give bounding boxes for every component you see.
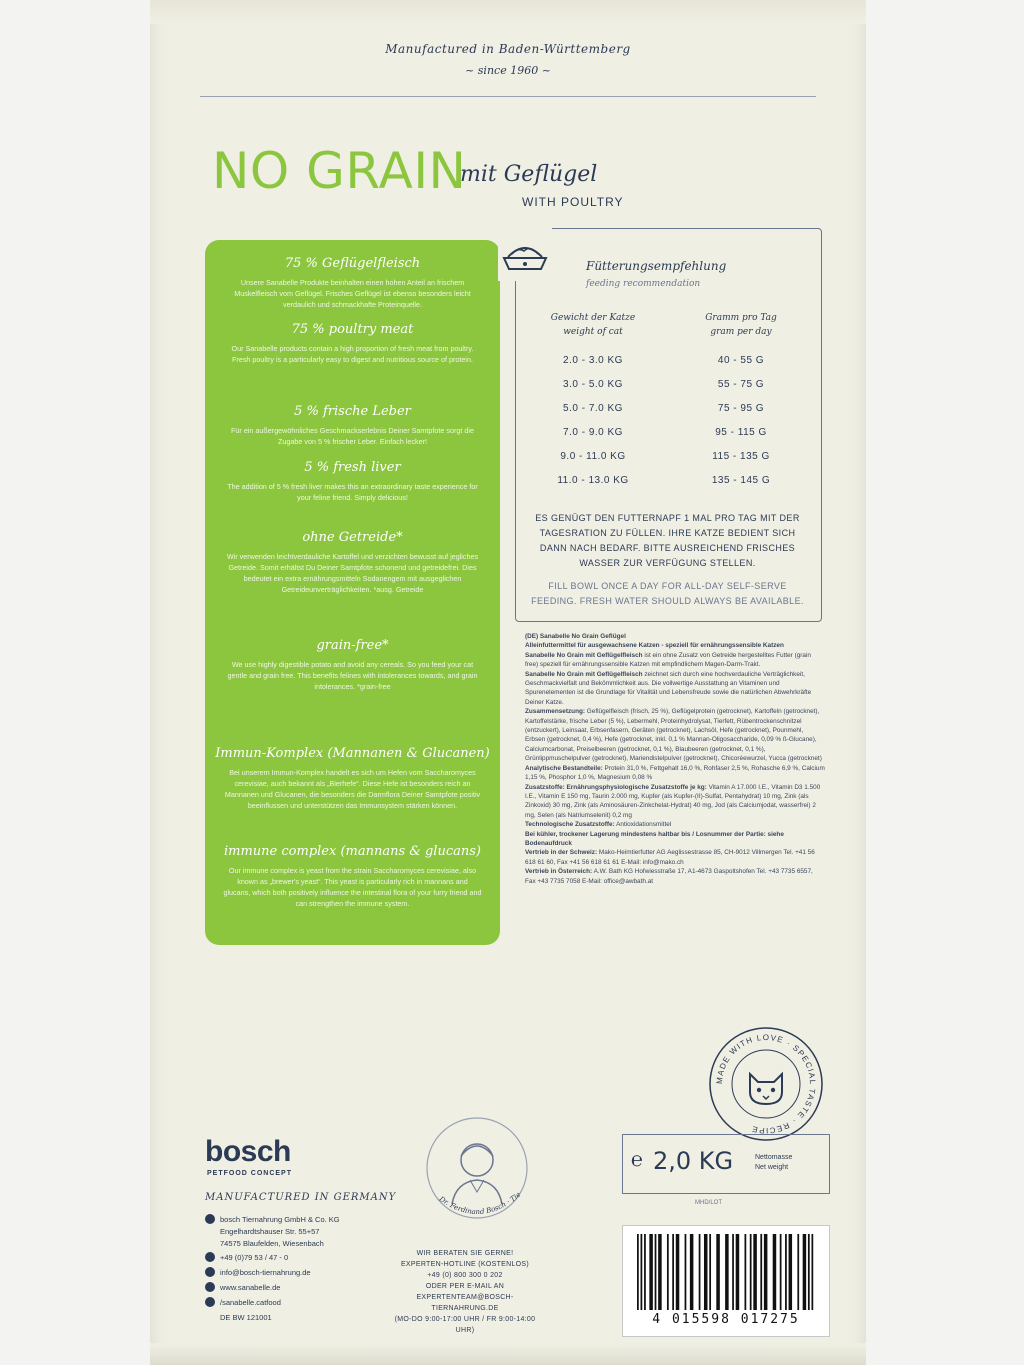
barcode-bar: [658, 1234, 662, 1310]
weight-header-de: Gewicht der Katze: [550, 313, 636, 323]
barcode-bar: [811, 1234, 813, 1310]
chef-portrait-seal: [412, 1108, 542, 1238]
benefit-heading: 75 % poultry meat: [291, 322, 414, 337]
barcode-bar: [637, 1234, 639, 1310]
barcode-bar: [789, 1234, 793, 1310]
barcode-bar: [676, 1234, 680, 1310]
feeding-recommendation-box: [515, 228, 822, 622]
bag-top-seam: [150, 0, 866, 24]
lot-field: MHD/LOT: [695, 1200, 722, 1206]
seal-text: Dr. Ferdinand Bosch · Tie: [437, 1190, 523, 1217]
weight-cell: 7.0 - 9.0 KG: [563, 427, 623, 438]
feeding-note-german: ES GENÜGT DEN FUTTERNAPF 1 MAL PRO TAG MIT DER TAGESRATION ZU FÜLLEN. IHRE KATZE BEDIENT SICH DANN NACH BEDARF. BITTE AUSREICHEND FRISCHES WASSER ZUR VERFÜGUNG STELLEN.: [535, 513, 800, 568]
declaration-line: Vertrieb in Österreich: A.W. Bath KG Hofwiesstraße 17, A1-4673 Gaspoltshofen Tel. +43 7735 6557, Fax +43 7735 7058 E-Mail: office@awbath.at: [525, 868, 813, 885]
barcode-bar: [704, 1234, 708, 1310]
cat-bowl-icon: [498, 227, 552, 281]
declaration-line: Sanabelle No Grain mit Geflügelfleisch zeichnet sich durch eine hochverdauliche Verträglichkeit, Geschmackvielfalt und Bekömmlichkeit aus. Die vollwertige Ausstattung an Vitaminen und Spurenelementen ist die Grundlage für Vitalität und Lebensfreude sowie die natürlichen Abwehrkräfte Deiner Katze.: [525, 670, 812, 706]
made-in-germany: MANUFACTURED IN GERMANY: [205, 1192, 397, 1203]
benefit-heading: Immun-Komplex (Mannanen & Glucanen): [215, 746, 490, 761]
contact-phone: +49 (0)79 53 / 47 - 0: [205, 1252, 445, 1264]
product-title: NO GRAIN: [212, 142, 467, 200]
benefit-item: [205, 844, 500, 909]
barcode-bar: [797, 1234, 799, 1310]
barcode-bar: [672, 1234, 674, 1310]
benefit-item: [205, 256, 500, 310]
weight-cell: 2.0 - 3.0 KG: [563, 355, 623, 366]
barcode-bar: [699, 1234, 701, 1310]
benefit-heading: grain-free*: [316, 638, 389, 653]
barcode-bar: [760, 1234, 762, 1310]
grams-cell: 75 - 95 G: [717, 403, 765, 414]
barcode-bar: [785, 1234, 787, 1310]
net-weight-label: Nettomasse Net weight: [755, 1154, 793, 1171]
cat-face-icon: [750, 1074, 782, 1104]
contact-website[interactable]: www.sanabelle.de: [205, 1282, 445, 1294]
barcode-bar: [667, 1234, 669, 1310]
barcode-bar: [750, 1234, 752, 1310]
grams-cell: 40 - 55 G: [717, 355, 765, 366]
barcode-bar: [641, 1234, 643, 1310]
mail-icon: [205, 1267, 215, 1277]
location-icon: [205, 1214, 215, 1224]
declaration-line: Zusammensetzung: Geflügelfleisch (frisch, 25 %), Geflügelprotein (getrocknet), Kartoffeln (getrocknet), Kartoffelstärke, frische Leber (5 %), Lebermehl, Proteinhydrolysat, Tierfett, Rübentrockenschnitzel (entzuckert), Leinsaat, Erbsenfasern, Geräten (getrocknet), Lachsöl, Hefe (getrocknet), Pounmehl, Erbsen (getrocknet, 0,4 %), Hefe (getrocknet, inkl. 0,1 % Mannan-Oligosaccharide, 0,09 % ß-Glucane), Calciumcarbonat, Preiselbeeren (getrocknet, 0,1 %), Blaubeeren (getrocknet, 0,1 %), Grünlippmuschelpulver (getrocknet), Mariendistelpulver (getrocknet), Chicoréewurzel, Yucca (getrocknet): [525, 708, 822, 763]
benefit-heading: 5 % fresh liver: [304, 460, 401, 475]
legal-declaration: [525, 632, 825, 886]
barcode-bar: [725, 1234, 729, 1310]
benefit-item: [205, 460, 500, 503]
ean-barcode: [622, 1225, 830, 1337]
declaration-line: Technologische Zusatzstoffe: Antioxidationsmittel: [525, 821, 672, 829]
since-year: ~ since 1960 ~: [465, 64, 551, 77]
benefit-item: [205, 638, 500, 692]
badge-text: MADE WITH LOVE · SPECIAL TASTE · RECIPE: [714, 1032, 818, 1136]
barcode-bar: [803, 1234, 807, 1310]
benefit-item: [205, 404, 500, 447]
net-weight-box: [622, 1134, 830, 1194]
svg-text:Dr. Ferdinand Bosch · Tiernahr: [412, 1108, 522, 1216]
weight-header-en: weight of cat: [563, 327, 623, 337]
weight-cell: 5.0 - 7.0 KG: [563, 403, 623, 414]
feeding-subtitle: feeding recommendation: [586, 279, 701, 289]
barcode-bar: [773, 1234, 777, 1310]
benefit-heading: 5 % frische Leber: [294, 404, 411, 419]
declaration-line: Alleinfuttermittel für ausgewachsene Katzen - speziell für ernährungssensible Katzen: [525, 642, 784, 650]
benefit-item: [205, 322, 500, 365]
made-with-love-badge: [706, 1024, 826, 1144]
contact-email[interactable]: info@bosch-tiernahrung.de: [205, 1267, 445, 1279]
benefit-text: Unsere Sanabelle Produkte beinhalten einen hohen Anteil an frischem Muskelfleisch vom Geflügel. Frisches Geflügel ist ebenso besonders leicht verdaulich und schmackhafte Proteinquelle.: [234, 278, 471, 309]
expert-hotline: WIR BERATEN SIE GERNE! EXPERTEN-HOTLINE (KOSTENLOS) +49 (0) 800 300 0 202 ODER PER E-MAIL AN EXPERTENTEAM@BOSCH-TIERNAHRUNG.DE (MO-DO 9:00-17:00 UHR / FR 9:00-14:00 UHR): [394, 1250, 536, 1334]
barcode-bar: [655, 1234, 657, 1310]
benefit-text: Wir verwenden leichtverdauliche Kartoffel und verzichten bewusst auf jegliches Getreide. Somit erhältst Du Deiner Samtpfote schonend und getreidefrei. Dies bedeutet ein extra ernährungsmitteln Sodanengem mit ausgeglichen Getreideunverträglichkeiten. *ausg. Getreide: [226, 552, 479, 594]
weight-column-header: [528, 311, 658, 339]
weight-cell: 3.0 - 5.0 KG: [563, 379, 623, 390]
benefit-text: The addition of 5 % fresh liver makes this an extraordinary taste experience for your feline friend. Simply delicious!: [227, 482, 478, 502]
barcode-bar: [732, 1234, 734, 1310]
grams-column-header: [676, 311, 806, 339]
declaration-line: Vertrieb in der Schweiz: Mako-Heimtierfutter AG Aeglissestrasse 85, CH-9012 Villmergen Tel. +41 56 618 61 60, Fax +41 56 618 61 61 E-Mail: info@mako.ch: [525, 849, 815, 866]
benefit-heading: ohne Getreide*: [302, 530, 403, 545]
grams-cell: 55 - 75 G: [717, 379, 765, 390]
barcode-bar: [709, 1234, 711, 1310]
benefit-heading: immune complex (mannans & glucans): [224, 844, 481, 859]
facebook-icon: [205, 1297, 215, 1307]
benefit-item: [205, 746, 500, 811]
declaration-line: Zusatzstoffe: Ernährungsphysiologische Zusatzstoffe je kg: Vitamin A 17.000 I.E., Vitamin D3 1.500 I.E., Vitamin E 150 mg, Taurin 2.000 mg, Kupfer (als Kupfer-(II)-Sulfat, Pentahydrat) 10 mg, Zink (als Zinkoxid) 30 mg, Zink (als Aminosäuren-Zinkchelat-Hydrat) 40 mg, Jod (als Calciumjodat, wasserfrei) 2 mg, Selen (als Natriumselenit) 0,2 mg: [525, 783, 821, 819]
grams-header-en: gram per day: [710, 327, 772, 337]
barcode-bar: [685, 1234, 687, 1310]
bag-bottom-seam: [150, 1343, 866, 1365]
barcode-bar: [780, 1234, 782, 1310]
variant-english: WITH POULTRY: [522, 195, 624, 209]
barcode-number: 4 015598 017275: [652, 1312, 800, 1327]
barcode-bar: [745, 1234, 747, 1310]
benefit-text: Für ein außergewöhnliches Geschmackserlebnis Deiner Samtpfote sorgt die Zugabe von 5 % frischer Leber. Einfach lecker!: [231, 426, 474, 446]
phone-icon: [205, 1252, 215, 1262]
weight-cell: 9.0 - 11.0 KG: [560, 451, 626, 462]
grams-cell: 135 - 145 G: [711, 475, 771, 486]
estimated-sign: ℮: [631, 1149, 644, 1171]
manufactured-header: Manufactured in Baden-Württemberg: [385, 42, 631, 56]
barcode-bar: [649, 1234, 653, 1310]
barcode-bar: [808, 1234, 810, 1310]
header-divider: [200, 96, 816, 97]
benefit-text: Bei unserem Immun-Komplex handelt es sich um Hefen vom Saccharomyces cerevisiae, auch bekannt als „Bierhefe“. Diese Hefe ist besonders reich an Mannanen und Glucanen, die besonders die Darmflora Deiner Samtpfote positiv beeinflussen und unterstützen das Immunsystem stärken können.: [224, 768, 481, 810]
feeding-note-english: FILL BOWL ONCE A DAY FOR ALL-DAY SELF-SERVE FEEDING. FRESH WATER SHOULD ALWAYS BE AVAILABLE.: [531, 581, 804, 606]
benefit-text: Our immune complex is yeast from the strain Saccharomyces cerevisiae, also known as „brewer's yeast“. This yeast is particularly rich in mannans and glucans, which both positively influence the intestinal flora of your furry friend and can strengthen the immune system.: [223, 866, 482, 908]
benefit-text: Our Sanabelle products contain a high proportion of fresh meat from poultry. Fresh poultry is a particularly easy to digest and nutritious source of protein.: [231, 344, 474, 364]
declaration-line: Bei kühler, trockener Lagerung mindestens haltbar bis / Losnummer der Partie: siehe Bodenaufdruck: [525, 830, 784, 847]
declaration-line: Sanabelle No Grain mit Geflügelfleisch ist ein ohne Zusatz von Getreide hergestelltes Futter (grain free) speziell für ernährungssensible Katzen mit empfindlichem Magen-Darm-Trakt.: [525, 651, 811, 669]
contact-address: bosch Tiernahrung GmbH & Co. KG Engelhardtshauser Str. 55+57 74575 Blaufelden, Wiesenbach: [205, 1214, 445, 1250]
variant-german: mit Geflügel: [460, 162, 598, 187]
barcode-bar: [753, 1234, 757, 1310]
benefit-heading: 75 % Geflügelfleisch: [284, 256, 421, 271]
contact-social[interactable]: /sanabelle.catfood: [205, 1297, 445, 1309]
benefit-item: [205, 530, 500, 595]
barcode-bar: [644, 1234, 646, 1310]
grams-cell: 95 - 115 G: [715, 427, 767, 438]
bosch-logo-subtitle: PETFOOD CONCEPT: [207, 1170, 293, 1177]
benefits-panel: [205, 240, 500, 945]
barcode-bar: [690, 1234, 694, 1310]
weight-cell: 11.0 - 13.0 KG: [557, 475, 629, 486]
grams-cell: 115 - 135 G: [712, 451, 770, 462]
svg-text:MADE WITH LOVE · SPECIAL TASTE: [715, 1033, 817, 1135]
registration-number: DE BW 121001: [220, 1313, 272, 1322]
barcode-bar: [716, 1234, 720, 1310]
product-bag: [150, 0, 866, 1365]
feeding-title: Fütterungsempfehlung: [586, 259, 727, 273]
benefit-text: We use highly digestible potato and avoid any cereals. So you feed your cat gentle and grain free. This benefits felines with intolerances towards, and grain intolerances. *grain-free: [227, 660, 478, 691]
declaration-line: (DE) Sanabelle No Grain Geflügel: [525, 633, 626, 640]
bosch-logo: bosch: [205, 1135, 291, 1168]
net-weight-value: 2,0 KG: [653, 1147, 734, 1175]
grams-header-de: Gramm pro Tag: [705, 313, 777, 323]
globe-icon: [205, 1282, 215, 1292]
barcode-bar: [736, 1234, 740, 1310]
barcode-bar: [764, 1234, 768, 1310]
declaration-line: Analytische Bestandteile: Protein 31,0 %, Fettgehalt 16,0 %, Rohfaser 2,5 %, Rohasche 6,9 %, Calcium 1,15 %, Phosphor 1,0 %, Magnesium 0,08 %: [525, 764, 825, 782]
barcode-bars: [633, 1234, 819, 1310]
